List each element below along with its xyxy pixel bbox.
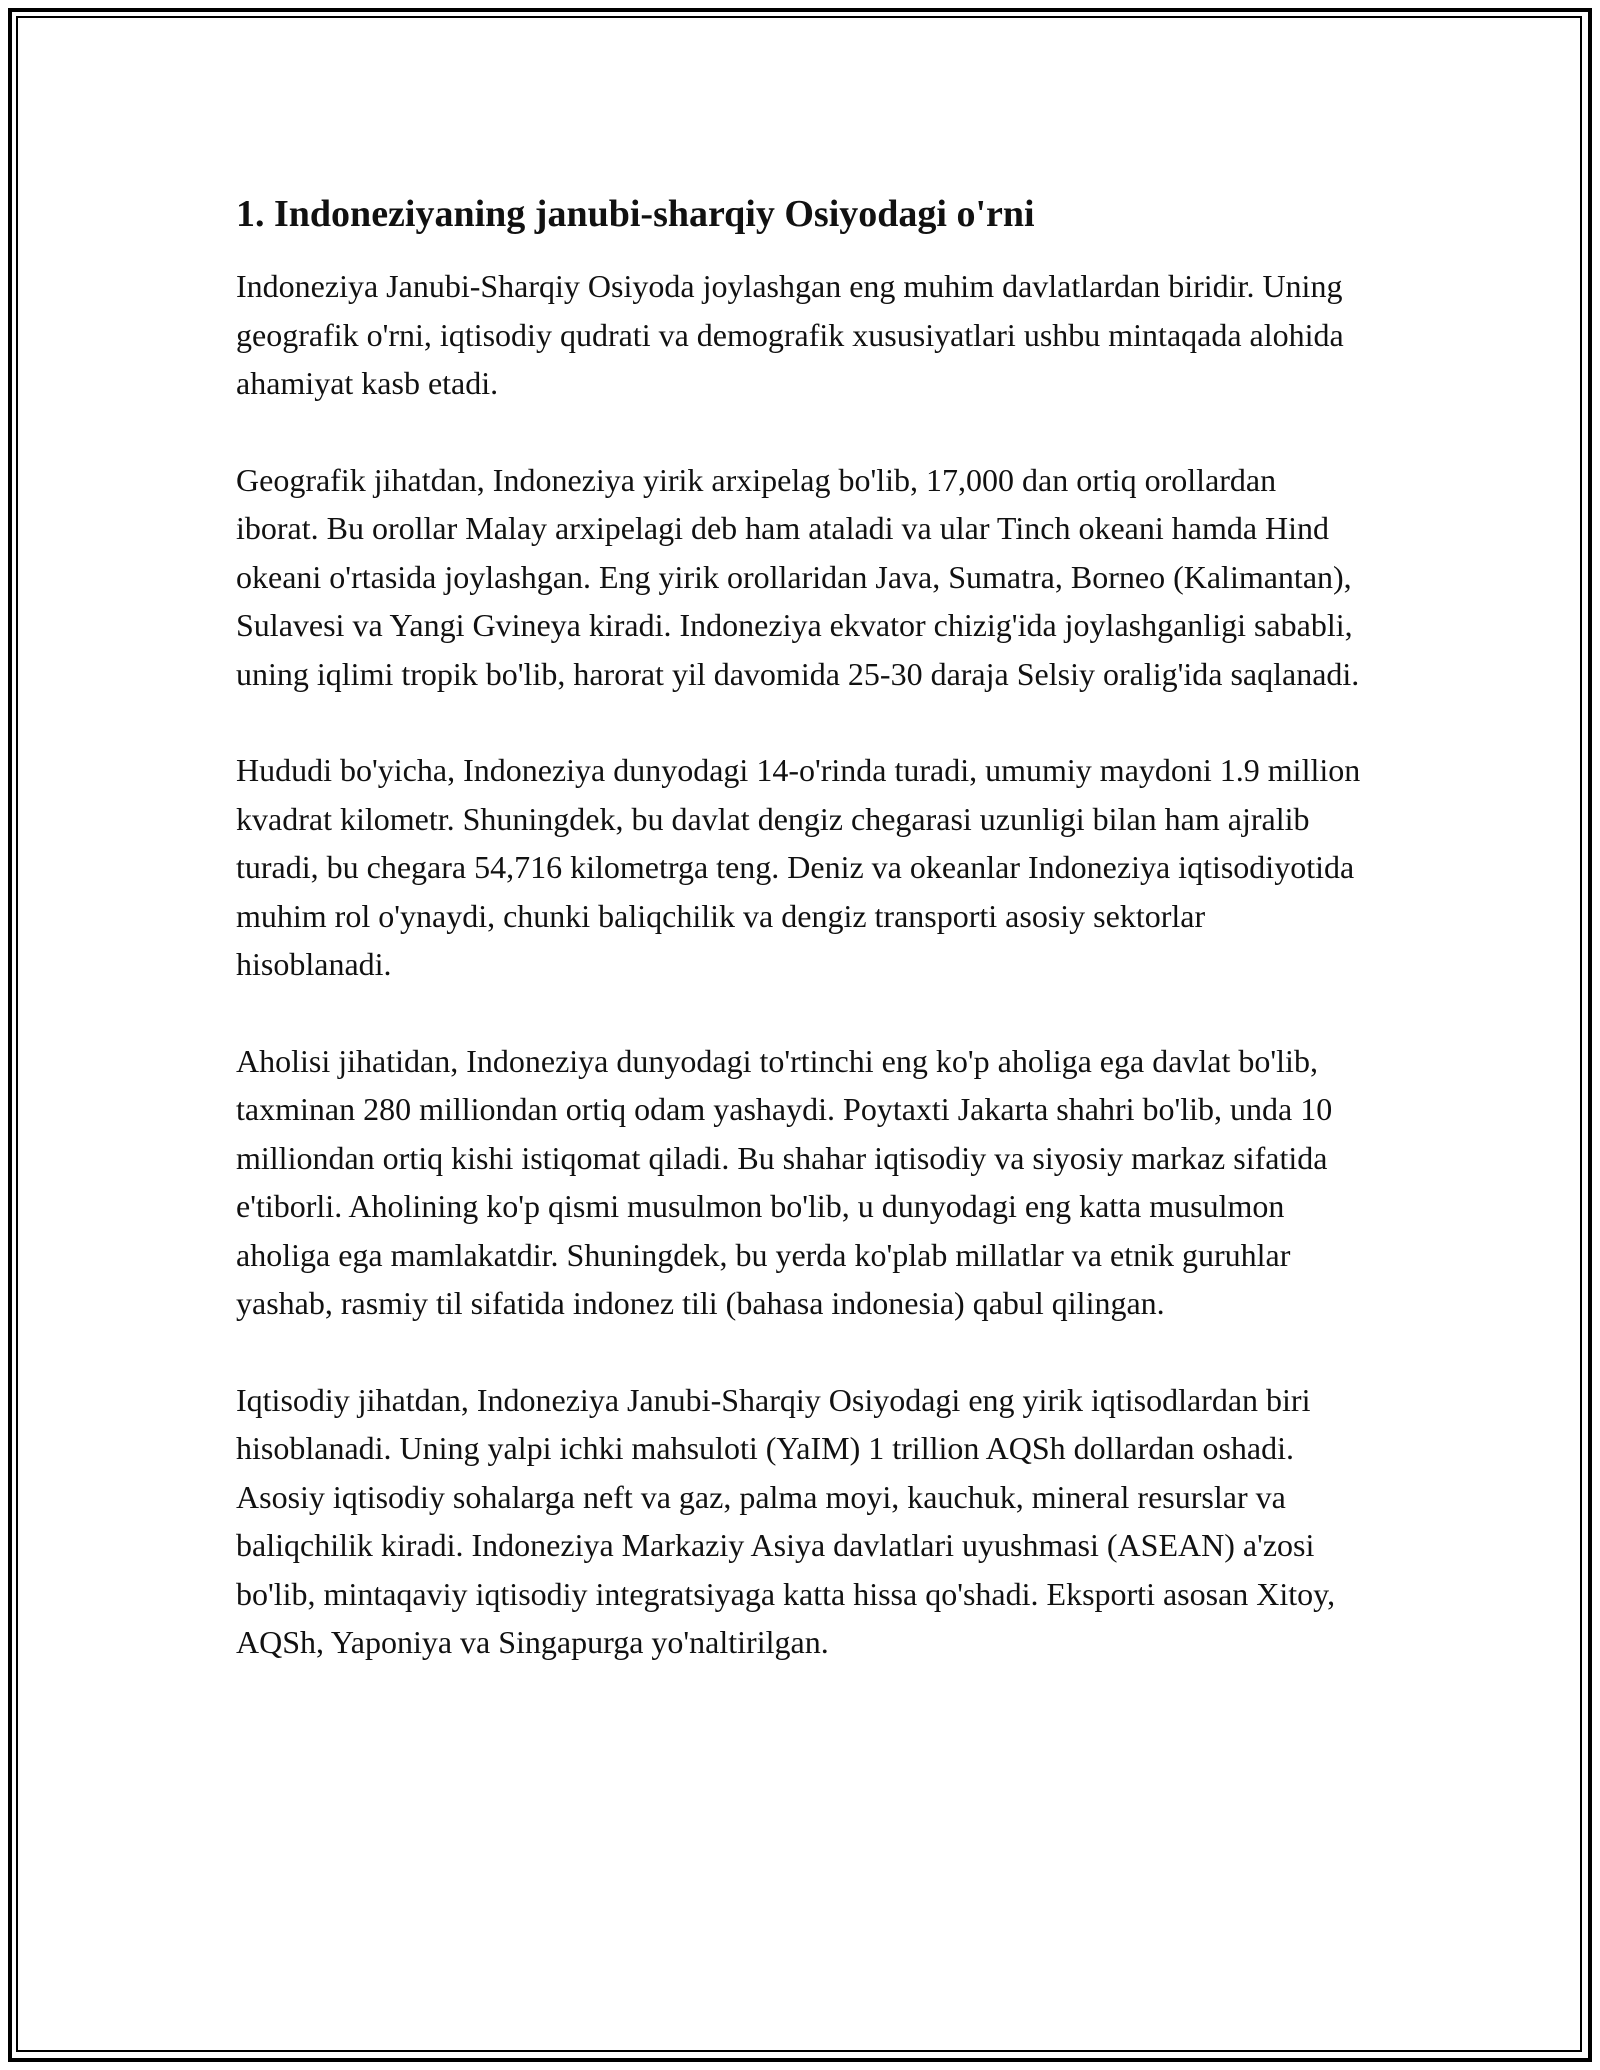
paragraph-intro: Indoneziya Janubi-Sharqiy Osiyoda joylashgan eng muhim davlatlardan biridir. Uning geografik o'rni, iqtisodiy qudrati va demografik xususiyatlari ushbu mintaqada alohida ahamiyat kasb etadi.	[236, 268, 1344, 401]
page-title: 1. Indoneziyaning janubi-sharqiy Osiyodagi o'rni	[236, 193, 1035, 235]
document-body	[236, 190, 1366, 1715]
paragraph-economy: Iqtisodiy jihatdan, Indoneziya Janubi-Sharqiy Osiyodagi eng yirik iqtisodlardan biri hisoblanadi. Uning yalpi ichki mahsuloti (YaIM) 1 trillion AQSh dollardan oshadi. Asosiy iqtisodiy sohalarga neft va gaz, palma moyi, kauchuk, mineral resurslar va baliqchilik kiradi. Indoneziya Markaziy Asiya davlatlari uyushmasi (ASEAN) a'zosi bo'lib, mintaqaviy iqtisodiy integratsiyaga katta hissa qo'shadi. Eksporti asosan Xitoy, AQSh, Yaponiya va Singapurga yo'naltirilgan.	[236, 1381, 1336, 1660]
paragraph-geography: Geografik jihatdan, Indoneziya yirik arxipelag bo'lib, 17,000 dan ortiq orollardan iborat. Bu orollar Malay arxipelagi deb ham ataladi va ular Tinch okeani hamda Hind okeani o'rtasida joylashgan. Eng yirik orollaridan Java, Sumatra, Borneo (Kalimantan), Sulavesi va Yangi Gvineya kiradi. Indoneziya ekvator chizig'ida joylashganligi sababli, uning iqlimi tropik bo'lib, harorat yil davomida 25-30 daraja Selsiy oralig'ida saqlanadi.	[236, 461, 1360, 692]
paragraph-population: Aholisi jihatidan, Indoneziya dunyodagi to'rtinchi eng ko'p aholiga ega davlat bo'lib, taxminan 280 milliondan ortiq odam yashaydi. Poytaxti Jakarta shahri bo'lib, unda 10 milliondan ortiq kishi istiqomat qiladi. Bu shahar iqtisodiy va siyosiy markaz sifatida e'tiborli. Aholining ko'p qismi musulmon bo'lib, u dunyodagi eng katta musulmon aholiga ega mamlakatdir. Shuningdek, bu yerda ko'plab millatlar va etnik guruhlar yashab, rasmiy til sifatida indonez tili (bahasa indonesia) qabul qilingan.	[236, 1042, 1333, 1321]
paragraph-territory: Hududi bo'yicha, Indoneziya dunyodagi 14-o'rinda turadi, umumiy maydoni 1.9 million kvadrat kilometr. Shuningdek, bu davlat dengiz chegarasi uzunligi bilan ham ajralib turadi, bu chegara 54,716 kilometrga teng. Deniz va okeanlar Indoneziya iqtisodiyotida muhim rol o'ynaydi, chunki baliqchilik va dengiz transporti asosiy sektorlar hisoblanadi.	[236, 752, 1361, 982]
